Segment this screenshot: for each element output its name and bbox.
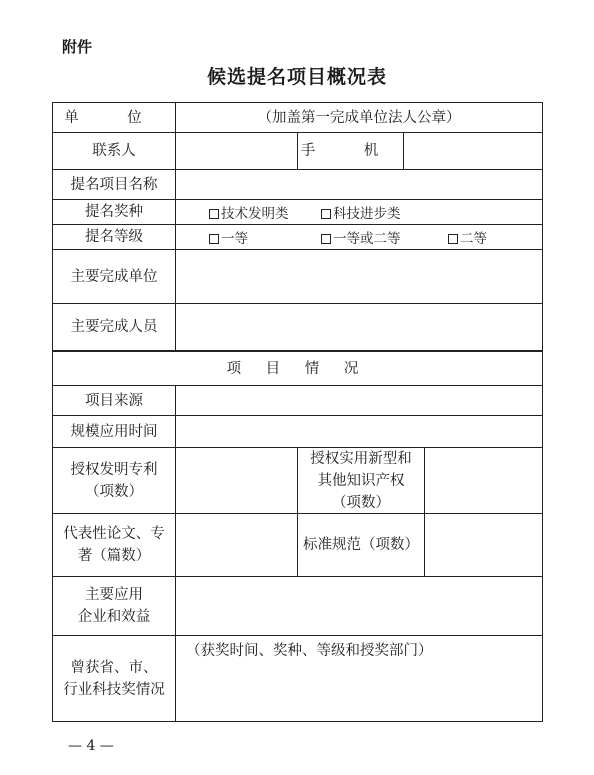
awards-label-line2: 行业科技奖情况 xyxy=(63,681,165,698)
attachment-label: 附件 xyxy=(62,38,93,56)
award-level-option-second[interactable]: 二等 xyxy=(448,227,487,247)
page-number: — 4 — xyxy=(68,738,114,754)
invention-patents-unit: （项数） xyxy=(85,483,143,500)
utility-patents-label: 授权实用新型和 xyxy=(310,450,412,467)
source-label: 项目来源 xyxy=(85,392,143,409)
award-type-label: 提名奖种 xyxy=(85,204,143,220)
utility-patents-label-line2: 其他知识产权 xyxy=(317,472,405,489)
contact-label-cell xyxy=(53,133,175,169)
award-type-option-progress[interactable]: 科技进步类 xyxy=(321,202,401,222)
standards-label: 标准规范（项数） xyxy=(303,537,419,553)
phone-label: 手 机 xyxy=(300,143,401,159)
award-type-label-cell xyxy=(53,200,175,224)
phone-label-cell xyxy=(298,133,403,169)
application-label: 主要应用 xyxy=(85,587,143,603)
papers-value-cell[interactable] xyxy=(176,514,297,576)
award-level-option-first-or-second[interactable]: 一等或二等 xyxy=(321,227,401,247)
application-label-line2: 企业和效益 xyxy=(77,609,151,625)
scale-time-label-cell xyxy=(53,416,175,447)
main-units-label-cell xyxy=(53,250,175,303)
awards-label-cell xyxy=(53,636,175,721)
unit-label-cell xyxy=(53,103,175,132)
awards-note: （获奖时间、奖种、等级和授奖部门） xyxy=(186,643,433,659)
invention-patents-value-cell[interactable] xyxy=(176,448,297,513)
unit-value-cell[interactable] xyxy=(176,103,542,132)
scale-time-value-cell[interactable] xyxy=(176,416,542,447)
application-label-cell xyxy=(53,577,175,635)
main-persons-label: 主要完成人员 xyxy=(70,319,158,335)
checkbox-icon[interactable] xyxy=(321,234,331,244)
award-type-option-invention[interactable]: 技术发明类 xyxy=(209,202,289,222)
main-units-value-cell[interactable] xyxy=(176,250,542,303)
invention-patents-label-cell xyxy=(53,448,175,513)
source-label-cell xyxy=(53,386,175,415)
standards-value-cell[interactable] xyxy=(425,514,542,576)
application-value-cell[interactable] xyxy=(176,577,542,635)
utility-patents-label-cell xyxy=(298,448,424,513)
main-persons-label-cell xyxy=(53,304,175,350)
page-title: 候选提名项目概况表 xyxy=(206,66,387,88)
phone-value-cell[interactable] xyxy=(404,133,542,169)
utility-patents-value-cell[interactable] xyxy=(425,448,542,513)
unit-label: 单 位 xyxy=(64,109,164,126)
award-level-label-cell xyxy=(53,225,175,249)
utility-patents-unit: （项数） xyxy=(332,494,390,511)
papers-label: 代表性论文、专 xyxy=(63,526,165,542)
contact-label: 联系人 xyxy=(92,143,136,159)
checkbox-icon[interactable] xyxy=(448,234,458,244)
scale-time-label: 规模应用时间 xyxy=(70,423,158,440)
checkbox-icon[interactable] xyxy=(209,234,219,244)
main-persons-value-cell[interactable] xyxy=(176,304,542,350)
unit-note: （加盖第一完成单位法人公章） xyxy=(257,109,461,126)
project-name-value-cell[interactable] xyxy=(176,170,542,199)
checkbox-icon[interactable] xyxy=(321,209,331,219)
project-name-label: 提名项目名称 xyxy=(70,176,158,193)
checkbox-icon[interactable] xyxy=(209,209,219,219)
contact-value-cell[interactable] xyxy=(176,133,297,169)
overview-table xyxy=(52,102,543,722)
award-level-option-first[interactable]: 一等 xyxy=(209,227,248,247)
invention-patents-label: 授权发明专利 xyxy=(70,461,158,478)
source-value-cell[interactable] xyxy=(176,386,542,415)
project-section-header: 项 目 情 况 xyxy=(226,360,369,377)
standards-label-cell xyxy=(298,514,424,576)
papers-label-cell xyxy=(53,514,175,576)
awards-label: 曾获省、市、 xyxy=(70,659,158,676)
award-level-label: 提名等级 xyxy=(85,229,143,245)
papers-label-line2: 著（篇数） xyxy=(77,548,151,564)
awards-value-cell[interactable] xyxy=(176,636,542,721)
main-units-label: 主要完成单位 xyxy=(70,268,158,285)
project-name-label-cell xyxy=(53,170,175,199)
